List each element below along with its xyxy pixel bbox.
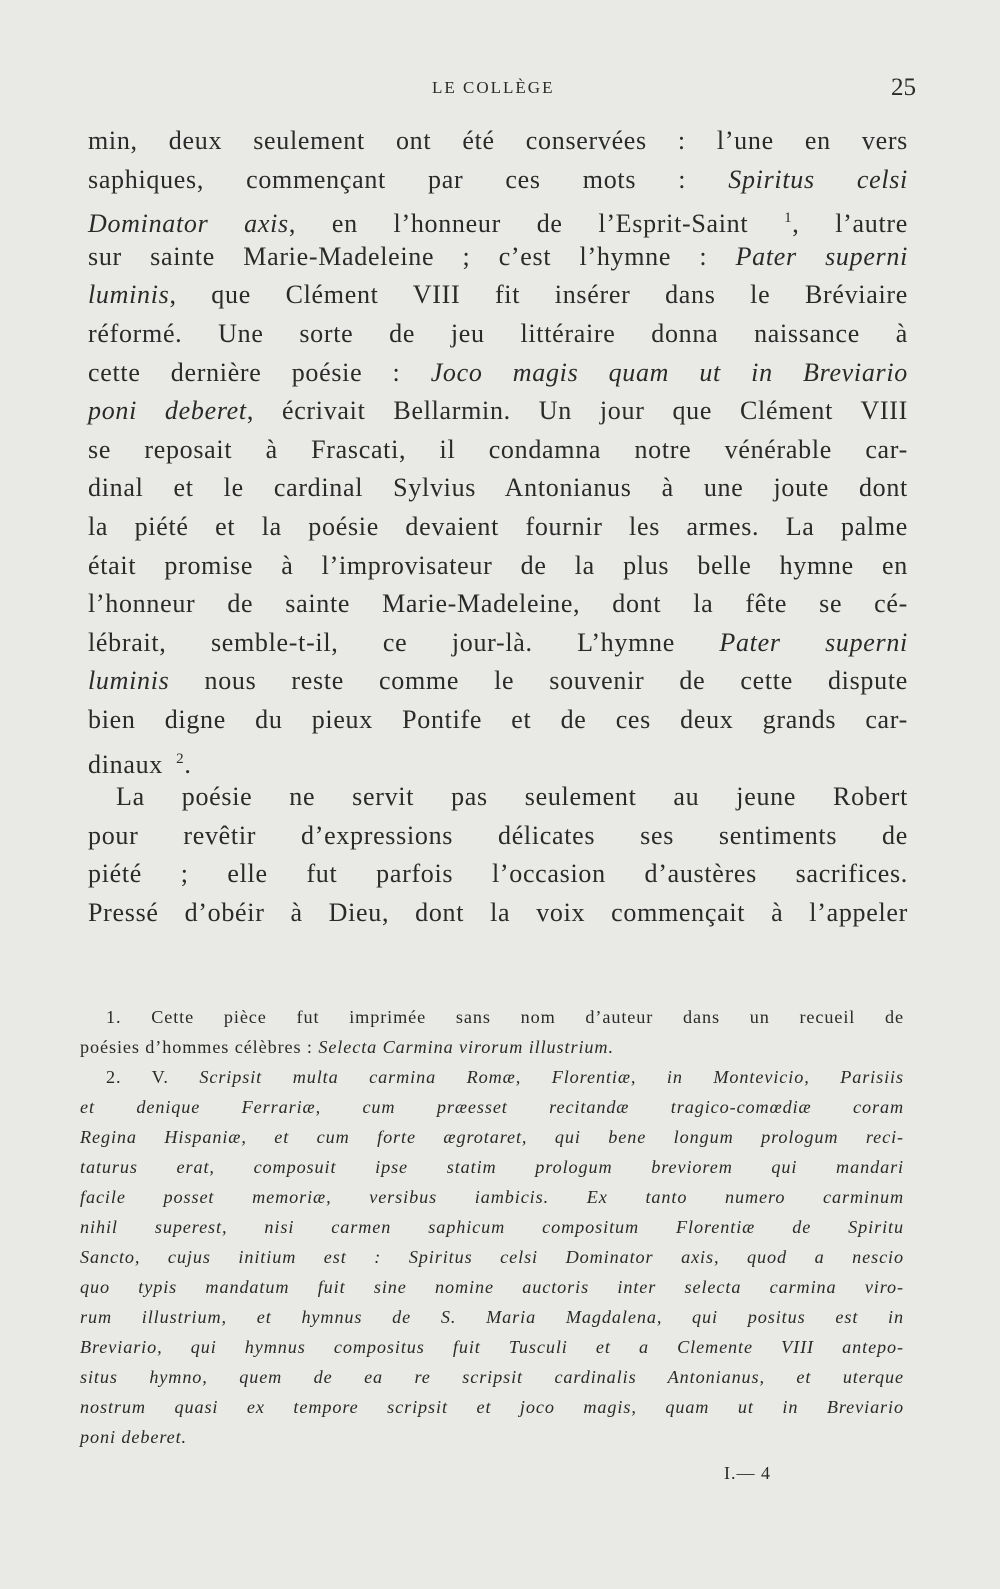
body-line xyxy=(88,508,908,547)
text-run: min, deux seulement ont été conservées : l’une en vers xyxy=(88,126,908,155)
italic-text: Breviario, qui hymnus compositus fuit Tusculi et a Clemente VIII antepo- xyxy=(80,1337,904,1357)
body-line xyxy=(88,624,908,663)
page-number: 25 xyxy=(891,74,916,101)
text-run: dinal et le cardinal Sylvius Antonianus à une joute dont xyxy=(88,473,908,503)
footnote-line xyxy=(80,1272,904,1302)
footnote-ref: 2 xyxy=(176,750,185,767)
body-line xyxy=(88,701,908,740)
body-line xyxy=(88,161,908,200)
text-run: poésies d’hommes célèbres : xyxy=(80,1037,319,1057)
text-run: la piété et la poésie devaient fournir les armes. La palme xyxy=(88,511,908,541)
text-run: 2. V. xyxy=(106,1067,200,1087)
running-title: LE COLLÈGE xyxy=(432,78,555,97)
text-run: , en l’honneur de l’Esprit-Saint xyxy=(288,209,785,239)
footnote-line xyxy=(80,1212,904,1242)
text-run: nous reste comme le souvenir de cette dispute xyxy=(169,666,908,696)
italic-text: Pater superni xyxy=(719,627,908,657)
text-run: l’honneur de sainte Marie-Madeleine, dont la fête se cé- xyxy=(88,589,908,619)
footnote-line xyxy=(80,1002,904,1032)
text-run: La poésie ne servit pas seulement au jeune Robert xyxy=(116,782,908,812)
text-run: dinaux xyxy=(88,749,177,779)
running-head xyxy=(0,74,1000,104)
italic-text: Regina Hispaniæ, et cum forte ægrotaret, qui bene longum prologum reci- xyxy=(80,1127,904,1147)
italic-text: facile posset memoriæ, versibus iambicis. Ex tanto numero carminum xyxy=(80,1187,904,1207)
body-line xyxy=(88,276,908,315)
footnote-line xyxy=(80,1332,904,1362)
footnote-line xyxy=(80,1392,904,1422)
footnote-line xyxy=(80,1422,904,1452)
italic-text: Pater superni xyxy=(735,241,908,271)
italic-text: luminis xyxy=(88,666,170,696)
body-line xyxy=(88,431,908,470)
text-run: 1. Cette pièce fut imprimée sans nom d’auteur dans un recueil de xyxy=(106,1007,904,1027)
italic-text: Scripsit multa carmina Romæ, Florentiæ, in Montevicio, Parisiis xyxy=(199,1067,904,1087)
footnote-line xyxy=(80,1032,904,1062)
printer-signature: I.— 4 xyxy=(724,1463,771,1483)
body-line xyxy=(88,392,908,431)
text-run: était promise à l’improvisateur de la plus belle hymne en xyxy=(88,550,908,580)
text-run: se reposait à Frascati, il condamna notre vénérable car- xyxy=(88,434,908,464)
text-run: bien digne du pieux Pontife et de ces deux grands car- xyxy=(88,704,908,734)
body-line xyxy=(88,740,908,779)
footnote-line xyxy=(80,1182,904,1212)
italic-text: et denique Ferrariæ, cum præesset recitandæ tragico-comœdiæ coram xyxy=(80,1097,904,1117)
body-line xyxy=(88,469,908,508)
body-line xyxy=(88,199,908,238)
body-line xyxy=(88,662,908,701)
text-run: réformé. Une sorte de jeu littéraire donna naissance à xyxy=(88,318,908,348)
italic-text: quo typis mandatum fuit sine nomine auctoris inter selecta carmina viro- xyxy=(80,1277,904,1297)
italic-text: poni deberet. xyxy=(80,1427,187,1447)
body-line xyxy=(88,547,908,586)
text-run: piété ; elle fut parfois l’occasion d’austères sacrifices. xyxy=(88,859,908,889)
italic-text: situs hymno, quem de ea re scripsit cardinalis Antonianus, et uterque xyxy=(80,1367,904,1387)
text-run: , l’autre xyxy=(792,209,908,239)
footnote-line xyxy=(80,1302,904,1332)
italic-text: Spiritus celsi xyxy=(728,164,908,194)
text-run: pour revêtir d’expressions délicates ses sentiments de xyxy=(88,820,908,850)
text-run: Pressé d’obéir à Dieu, dont la voix commençait à l’appeler xyxy=(88,897,908,927)
italic-text: rum illustrium, et hymnus de S. Maria Magdalena, qui positus est in xyxy=(80,1307,904,1327)
body-line xyxy=(88,585,908,624)
footnote-line xyxy=(80,1362,904,1392)
main-text xyxy=(88,122,908,932)
body-line xyxy=(88,122,908,161)
italic-text: poni deberet xyxy=(88,396,247,426)
italic-text: Dominator axis xyxy=(88,209,289,239)
text-run: lébrait, semble-t-il, ce jour-là. L’hymne xyxy=(88,627,720,657)
body-line xyxy=(88,315,908,354)
footnote-ref: 1 xyxy=(784,210,793,227)
italic-text: nihil superest, nisi carmen saphicum compositum Florentiæ de Spiritu xyxy=(80,1217,904,1237)
italic-text: luminis xyxy=(88,280,170,310)
footnote-line xyxy=(80,1152,904,1182)
footnote-line xyxy=(80,1122,904,1152)
body-line xyxy=(88,354,908,393)
footnote-line xyxy=(80,1242,904,1272)
text-run: , écrivait Bellarmin. Un jour que Clément VIII xyxy=(246,396,909,426)
text-run: , que Clément VIII fit insérer dans le Bréviaire xyxy=(169,280,908,310)
body-line xyxy=(88,894,908,933)
body-line xyxy=(88,817,908,856)
text-run: sur sainte Marie-Madeleine ; c’est l’hymne : xyxy=(88,241,736,271)
italic-text: Sancto, cujus initium est : Spiritus celsi Dominator axis, quod a nescio xyxy=(80,1247,904,1267)
italic-text: Selecta Carmina virorum illustrium. xyxy=(318,1037,614,1057)
text-run: cette dernière poésie : xyxy=(88,357,431,387)
body-line xyxy=(88,238,908,277)
italic-text: Joco magis quam ut in Breviario xyxy=(430,357,908,387)
footnote-line xyxy=(80,1092,904,1122)
footnotes xyxy=(80,1002,904,1452)
body-line xyxy=(88,778,908,817)
italic-text: nostrum quasi ex tempore scripsit et joco magis, quam ut in Breviario xyxy=(80,1397,904,1417)
body-line xyxy=(88,855,908,894)
italic-text: taturus erat, composuit ipse statim prologum breviorem qui mandari xyxy=(80,1157,904,1177)
footnote-line xyxy=(80,1062,904,1092)
text-run: . xyxy=(184,749,192,779)
text-run: saphiques, commençant par ces mots : xyxy=(88,164,729,194)
